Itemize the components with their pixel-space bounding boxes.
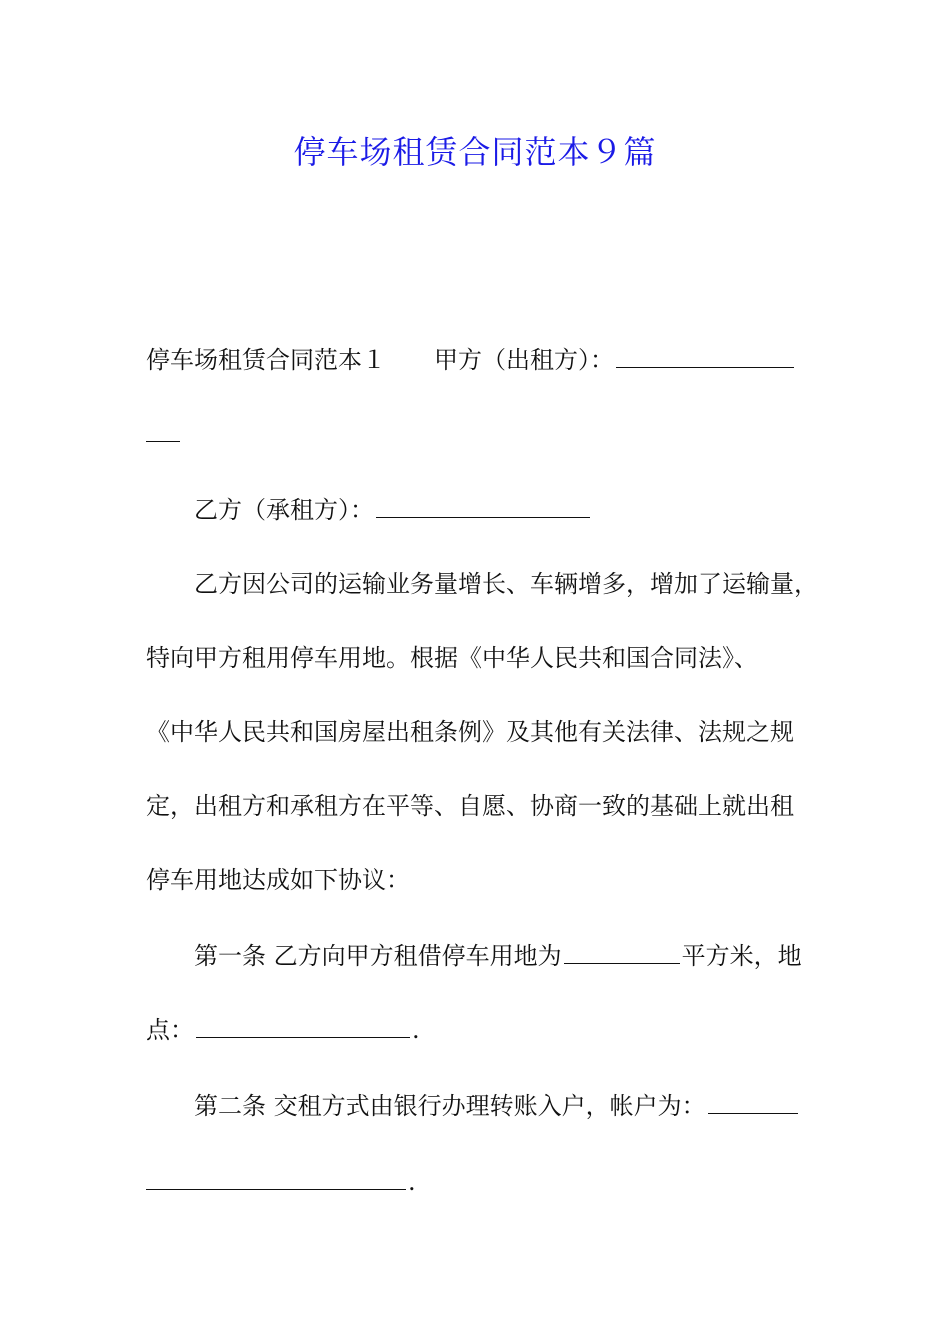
intro-line-3: 《中华人民共和国房屋出租条例》及其他有关法律、法规之规 [146, 718, 794, 746]
article-1-location-line [146, 1010, 836, 1050]
intro-line-4: 定，出租方和承租方在平等、自愿、协商一致的基础上就出租 [146, 792, 794, 820]
party-b-line [194, 490, 884, 530]
article-1-line [194, 936, 884, 976]
section-heading: 停车场租赁合同范本１ [146, 346, 386, 374]
article-2-account-blank-tail [146, 1188, 406, 1190]
article-2-continued-line [146, 1162, 836, 1202]
article-1-location-label: 点： [146, 1016, 194, 1044]
article-1-prefix: 第一条 乙方向甲方租借停车用地为 [194, 942, 562, 970]
article-2-line [194, 1086, 884, 1126]
party-a-blank-continued [146, 414, 836, 454]
article-2-account-blank [708, 1112, 798, 1114]
article-1-unit: 平方米，地 [681, 942, 802, 970]
intro-line-1: 乙方因公司的运输业务量增长、车辆增多，增加了运输量， [194, 570, 818, 598]
article-1-period: . [412, 1016, 420, 1044]
intro-line-5: 停车用地达成如下协议： [146, 866, 410, 894]
article-2-prefix: 第二条 交租方式由银行办理转账入户，帐户为： [194, 1092, 706, 1120]
article-1-area-blank [564, 962, 680, 964]
party-a-blank [616, 366, 794, 368]
party-a-blank-tail [146, 440, 180, 442]
article-2-period: . [408, 1168, 416, 1196]
party-b-label: 乙方（承租方）： [194, 496, 374, 524]
party-a-line [146, 340, 836, 380]
article-1-location-blank [196, 1036, 410, 1038]
document-title: 停车场租赁合同范本９篇 [293, 133, 657, 171]
intro-line-2: 特向甲方租用停车用地。根据《中华人民共和国合同法》、 [146, 644, 758, 672]
party-b-blank [376, 516, 590, 518]
party-a-label: 甲方（出租方）： [434, 346, 614, 374]
